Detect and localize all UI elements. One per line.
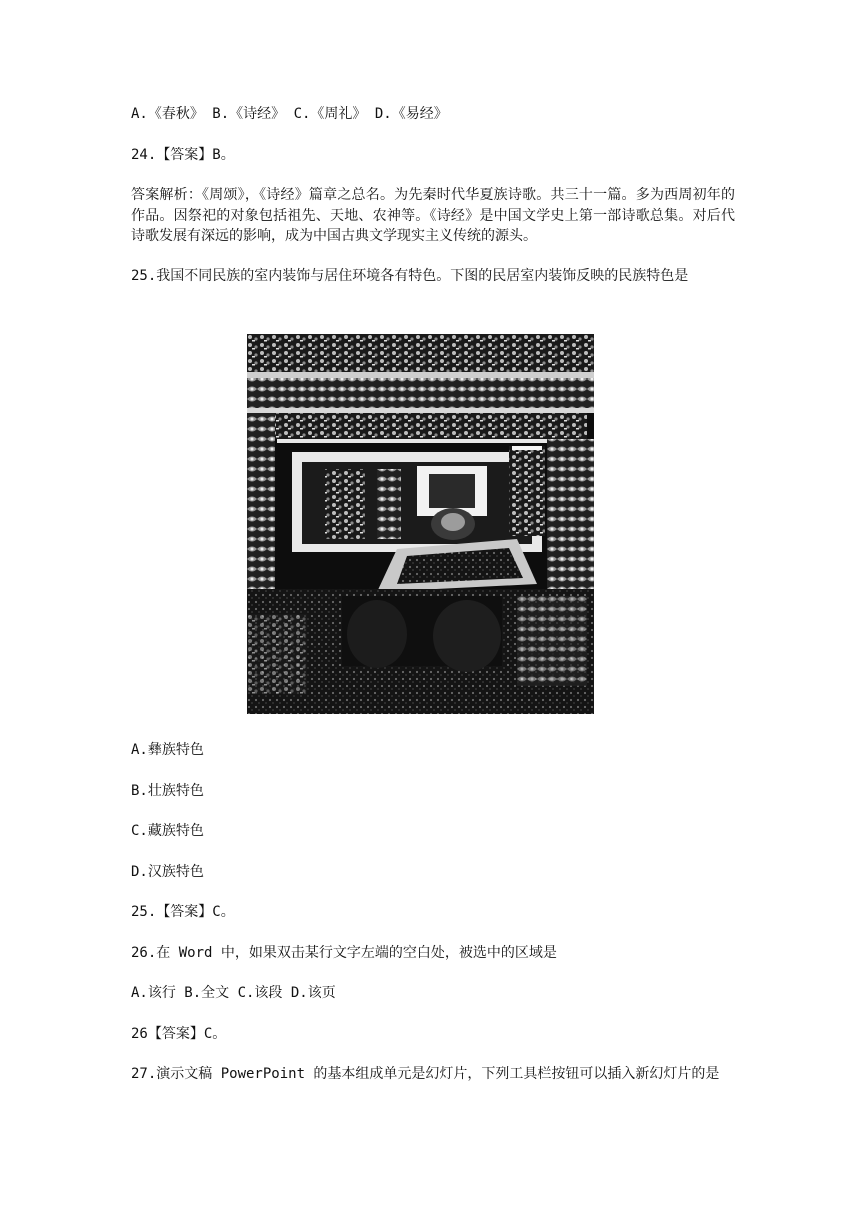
q25-option-d: D.汉族特色 xyxy=(131,864,204,880)
tibetan-interior-photo xyxy=(247,334,594,714)
q25-option-b: B.壮族特色 xyxy=(131,783,204,799)
q26-question: 26.在 Word 中，如果双击某行文字左端的空白处，被选中的区域是 xyxy=(131,945,557,961)
q26-options: A.该行 B.全文 C.该段 D.该页 xyxy=(131,985,336,1001)
q27-question: 27.演示文稿 PowerPoint 的基本组成单元是幻灯片，下列工具栏按钮可以插入新幻灯片的是 xyxy=(131,1066,720,1082)
q25-question: 25.我国不同民族的室内装饰与居住环境各有特色。下图的民居室内装饰反映的民族特色是 xyxy=(131,268,689,284)
q25-option-a: A.彝族特色 xyxy=(131,742,204,758)
q25-answer: 25.【答案】C。 xyxy=(131,904,235,920)
q24-explanation: 答案解析：《周颂》，《诗经》篇章之总名。为先秦时代华夏族诗歌。共三十一篇。多为西周初年的作品。因祭祀的对象包括祖先、天地、农神等。《诗经》是中国文学史上第一部诗歌总集。对后代诗歌发展有深远的影响，成为中国古典文学现实主义传统的源头。 xyxy=(131,187,735,244)
q25-option-c: C.藏族特色 xyxy=(131,823,204,839)
q24-answer: 24.【答案】B。 xyxy=(131,147,235,163)
q24-options: A.《春秋》 B.《诗经》 C.《周礼》 D.《易经》 xyxy=(131,106,448,122)
q26-answer: 26【答案】C。 xyxy=(131,1026,227,1042)
